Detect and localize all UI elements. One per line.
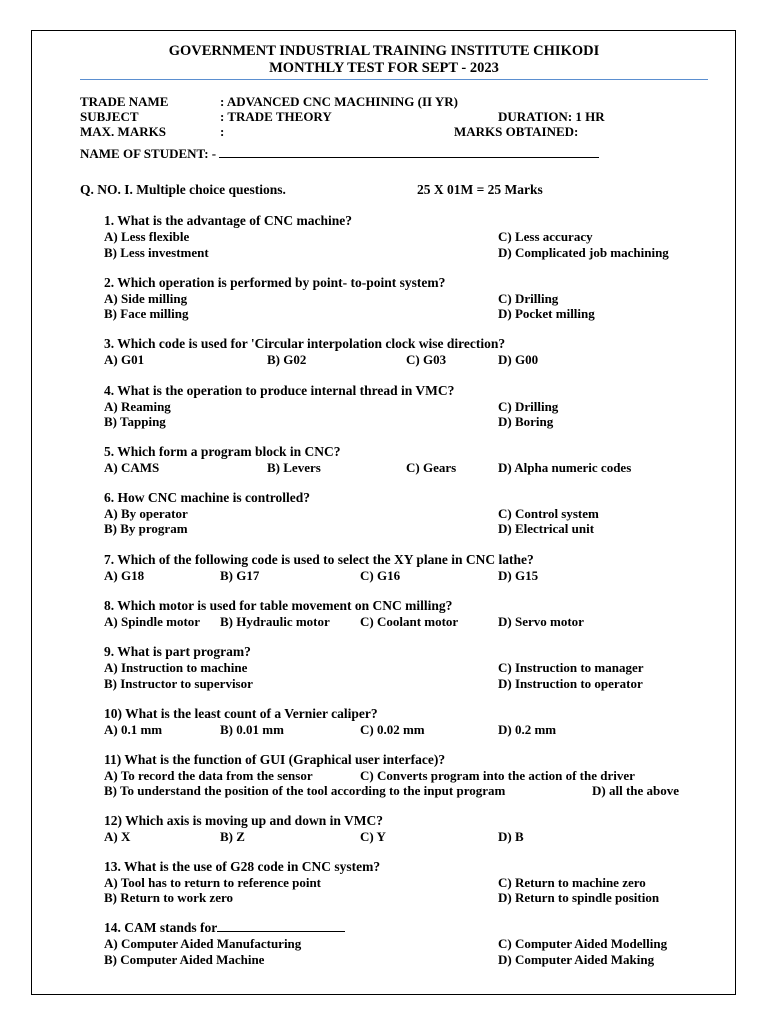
- question-2: 2. Which operation is performed by point- to-point system?: [104, 275, 446, 290]
- q2-option-a: A) Side milling: [104, 291, 188, 306]
- marks-obtained: MARKS OBTAINED:: [454, 124, 579, 139]
- q12-option-b: B) Z: [220, 829, 245, 844]
- student-name-label: NAME OF STUDENT: -: [80, 146, 217, 161]
- question-6: 6. How CNC machine is controlled?: [104, 490, 310, 505]
- q5-option-a: A) CAMS: [104, 460, 160, 475]
- q3-option-c: C) G03: [406, 352, 447, 367]
- q7-option-c: C) G16: [360, 568, 401, 583]
- q10-option-a: A) 0.1 mm: [104, 722, 163, 737]
- q14-option-a: A) Computer Aided Manufacturing: [104, 936, 302, 951]
- question-9: 9. What is part program?: [104, 644, 251, 659]
- question-13: 13. What is the use of G28 code in CNC system?: [104, 859, 381, 874]
- q13-option-b: B) Return to work zero: [104, 890, 234, 905]
- duration: DURATION: 1 HR: [498, 109, 605, 124]
- q11-option-d: D) all the above: [592, 783, 680, 798]
- q12-option-a: A) X: [104, 829, 131, 844]
- q11-option-c: C) Converts program into the action of the driver: [360, 768, 635, 783]
- q9-option-b: B) Instructor to supervisor: [104, 676, 253, 691]
- q2-option-d: D) Pocket milling: [498, 306, 595, 321]
- q8-option-a: A) Spindle motor: [104, 614, 201, 629]
- question-11: 11) What is the function of GUI (Graphical user interface)?: [104, 752, 446, 767]
- question-3: 3. Which code is used for 'Circular interpolation clock wise direction?: [104, 336, 506, 351]
- q1-option-c: C) Less accuracy: [498, 229, 593, 244]
- section-marks: 25 X 01M = 25 Marks: [417, 182, 543, 197]
- q7-option-b: B) G17: [220, 568, 260, 583]
- question-8: 8. Which motor is used for table movement on CNC milling?: [104, 598, 453, 613]
- q4-option-d: D) Boring: [498, 414, 554, 429]
- section-title: Q. NO. I. Multiple choice questions.: [80, 182, 286, 197]
- student-name-row: [80, 147, 599, 160]
- question-14: 14. CAM stands for: [104, 920, 218, 935]
- question-14-row: [104, 921, 345, 935]
- q6-option-d: D) Electrical unit: [498, 521, 595, 536]
- trade-name-value: : ADVANCED CNC MACHINING (II YR): [220, 94, 458, 109]
- q13-option-a: A) Tool has to return to reference point: [104, 875, 322, 890]
- q5-option-d: D) Alpha numeric codes: [498, 460, 632, 475]
- test-title: MONTHLY TEST FOR SEPT - 2023: [269, 60, 499, 76]
- question-5: 5. Which form a program block in CNC?: [104, 444, 341, 459]
- q3-option-d: D) G00: [498, 352, 539, 367]
- q8-option-c: C) Coolant motor: [360, 614, 459, 629]
- q4-option-b: B) Tapping: [104, 414, 166, 429]
- q10-option-c: C) 0.02 mm: [360, 722, 425, 737]
- question-7: 7. Which of the following code is used to select the XY plane in CNC lathe?: [104, 552, 534, 567]
- q6-option-b: B) By program: [104, 521, 188, 536]
- q5-option-c: C) Gears: [406, 460, 457, 475]
- q6-option-c: C) Control system: [498, 506, 599, 521]
- q3-option-a: A) G01: [104, 352, 145, 367]
- q8-option-b: B) Hydraulic motor: [220, 614, 330, 629]
- q4-option-c: C) Drilling: [498, 399, 559, 414]
- q9-option-d: D) Instruction to operator: [498, 676, 643, 691]
- q14-option-c: C) Computer Aided Modelling: [498, 936, 668, 951]
- q1-option-b: B) Less investment: [104, 245, 209, 260]
- max-marks-label: MAX. MARKS: [80, 124, 166, 139]
- q9-option-c: C) Instruction to manager: [498, 660, 644, 675]
- q9-option-a: A) Instruction to machine: [104, 660, 248, 675]
- q7-option-d: D) G15: [498, 568, 539, 583]
- institute-title: GOVERNMENT INDUSTRIAL TRAINING INSTITUTE CHIKODI: [168, 43, 600, 59]
- trade-name-label: TRADE NAME: [80, 94, 169, 109]
- subject-label: SUBJECT: [80, 109, 139, 124]
- q4-option-a: A) Reaming: [104, 399, 171, 414]
- q11-option-b: B) To understand the position of the tool according to the input program: [104, 783, 506, 798]
- q13-option-d: D) Return to spindle position: [498, 890, 660, 905]
- question-12: 12) Which axis is moving up and down in VMC?: [104, 813, 383, 828]
- q3-option-b: B) G02: [267, 352, 307, 367]
- q6-option-a: A) By operator: [104, 506, 188, 521]
- subject-value: : TRADE THEORY: [220, 109, 332, 124]
- question-4: 4. What is the operation to produce internal thread in VMC?: [104, 383, 455, 398]
- q13-option-c: C) Return to machine zero: [498, 875, 646, 890]
- q10-option-d: D) 0.2 mm: [498, 722, 557, 737]
- q5-option-b: B) Levers: [267, 460, 321, 475]
- max-marks-value: :: [220, 124, 225, 139]
- question-10: 10) What is the least count of a Vernier caliper?: [104, 706, 378, 721]
- q2-option-b: B) Face milling: [104, 306, 189, 321]
- q11-option-a: A) To record the data from the sensor: [104, 768, 313, 783]
- answer-blank[interactable]: [217, 931, 345, 932]
- q1-option-d: D) Complicated job machining: [498, 245, 669, 260]
- q12-option-d: D) B: [498, 829, 524, 844]
- q8-option-d: D) Servo motor: [498, 614, 584, 629]
- question-1: 1. What is the advantage of CNC machine?: [104, 213, 353, 228]
- q2-option-c: C) Drilling: [498, 291, 559, 306]
- student-name-field[interactable]: [219, 157, 599, 158]
- title-divider: [80, 79, 708, 80]
- q1-option-a: A) Less flexible: [104, 229, 190, 244]
- q7-option-a: A) G18: [104, 568, 145, 583]
- q14-option-b: B) Computer Aided Machine: [104, 952, 265, 967]
- q10-option-b: B) 0.01 mm: [220, 722, 284, 737]
- q12-option-c: C) Y: [360, 829, 386, 844]
- q14-option-d: D) Computer Aided Making: [498, 952, 655, 967]
